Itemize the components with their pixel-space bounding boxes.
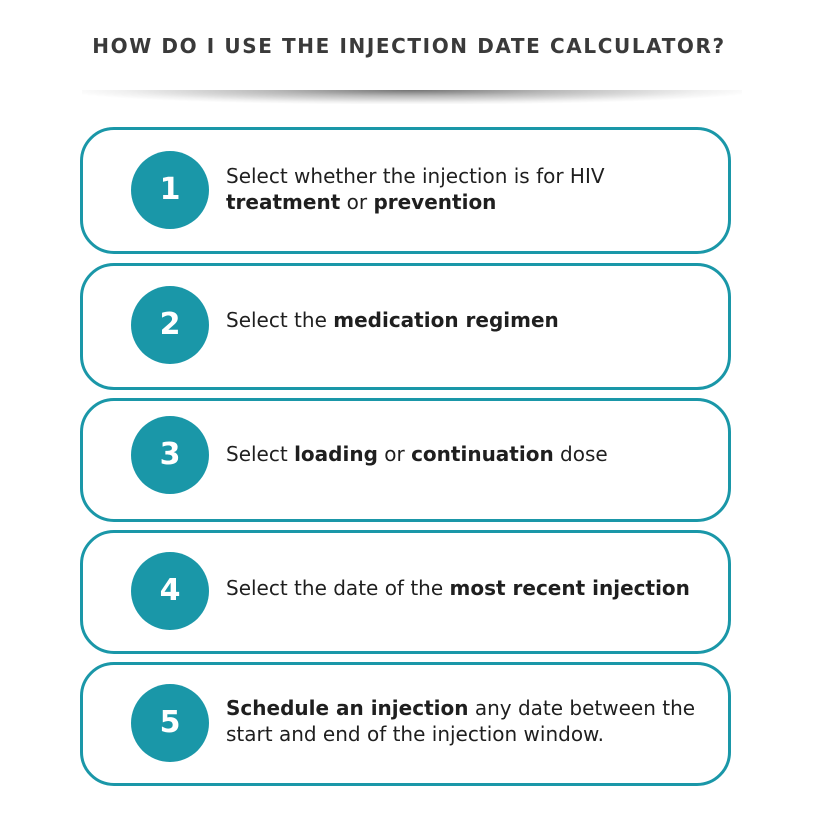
step-text: any date between the start and end of the injection window. [226, 696, 696, 746]
step-text: Select [226, 442, 295, 466]
step-number-badge: 3 [131, 416, 209, 494]
step-card-4 [80, 530, 731, 654]
step-card-2 [80, 263, 731, 390]
step-text: Select the [226, 308, 334, 332]
step-text-emphasis: Schedule an injection [226, 696, 469, 720]
step-card-5 [80, 662, 731, 786]
step-text: or [340, 190, 374, 214]
step-text-emphasis: medication regimen [333, 308, 559, 332]
step-number-badge: 2 [131, 286, 209, 364]
step-text-emphasis: loading [294, 442, 378, 466]
step-text-emphasis: treatment [226, 190, 341, 214]
page-title: HOW DO I USE THE INJECTION DATE CALCULATOR? [92, 34, 726, 58]
step-instruction [226, 307, 708, 333]
step-text: dose [553, 442, 608, 466]
step-text: Select the date of the [226, 576, 450, 600]
step-text-emphasis: continuation [411, 442, 554, 466]
step-text-emphasis: most recent injection [449, 576, 690, 600]
step-number-badge: 1 [131, 151, 209, 229]
step-card-1 [80, 127, 731, 254]
step-text-emphasis: prevention [373, 190, 497, 214]
step-instruction [226, 163, 708, 215]
step-text: Select whether the injection is for HIV [226, 164, 605, 188]
step-number-badge: 4 [131, 552, 209, 630]
step-text: or [377, 442, 412, 466]
step-instruction [226, 441, 708, 467]
step-card-3 [80, 398, 731, 522]
step-instruction [226, 575, 708, 601]
step-number-badge: 5 [131, 684, 209, 762]
step-instruction [226, 695, 708, 747]
